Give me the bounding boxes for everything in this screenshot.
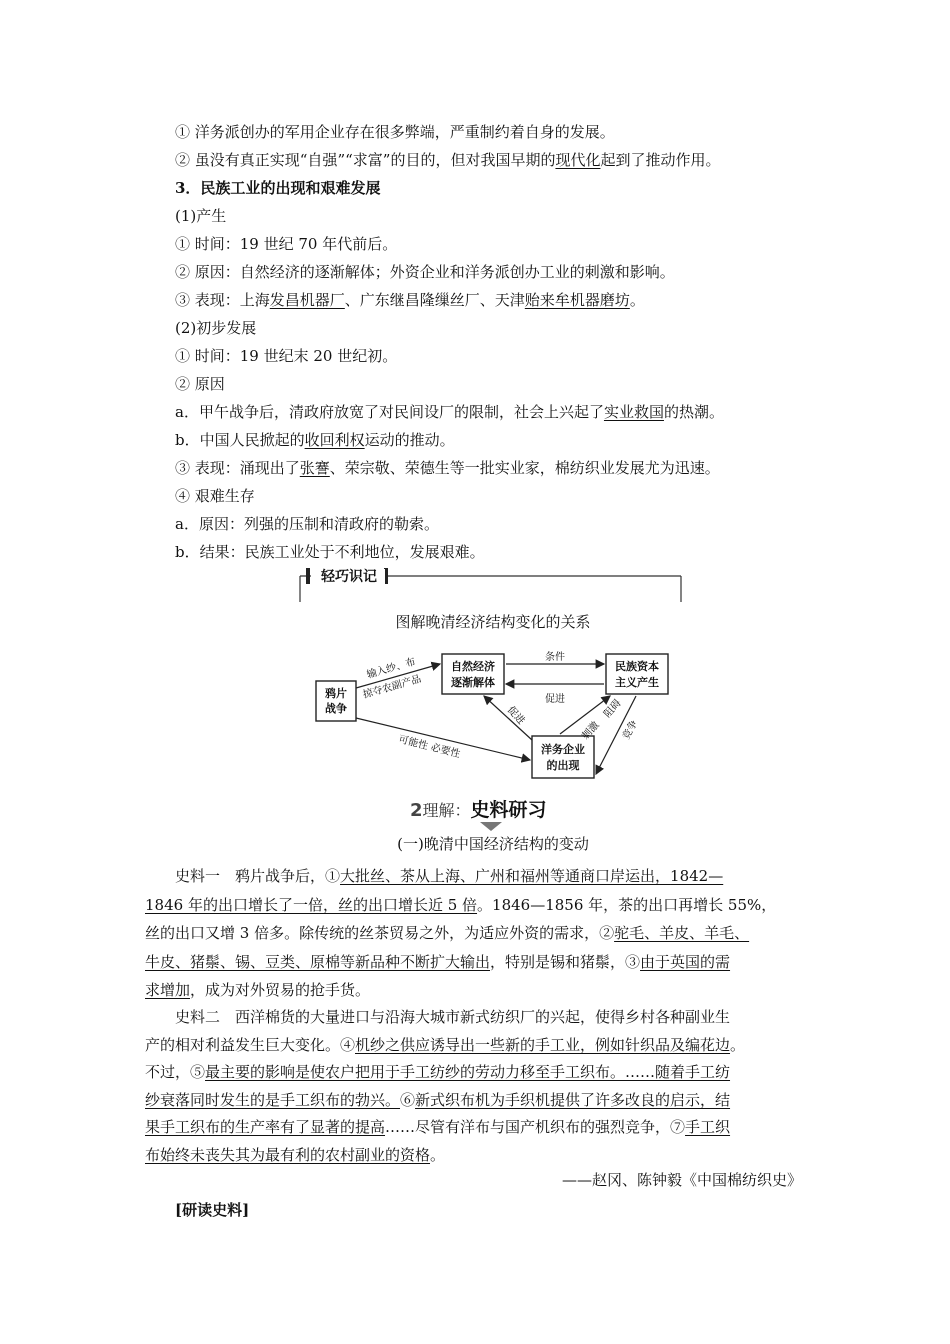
text-span: 史料二 西洋棉货的大量进口与沿海大城市新式纺织厂的兴起，使得乡村各种副业生 (175, 1008, 731, 1026)
text-span: 大批丝、茶从上海、广州和福州等通商口岸运出， (340, 867, 671, 885)
edge-label-promote-diagonal: 促进 (504, 704, 527, 727)
node-natural-economy-line2: 逐渐解体 (451, 676, 495, 689)
text-span: 果手工织布的生产率有了显著的提高 (145, 1118, 386, 1136)
m1-line (145, 952, 730, 972)
text-span: 新式织布机为手织机提供了许多改良的启示，结 (415, 1090, 731, 1109)
text-line-14: ④ 艰难生存 (175, 487, 255, 505)
text-span: 1842— (670, 867, 724, 885)
m2-line (145, 1035, 745, 1055)
m2-line (145, 1145, 445, 1165)
text-line-7: ③ 表现：上海发昌机器厂、广东继昌隆缫丝厂、天津贻来牟机器磨坊。 (175, 291, 645, 309)
edge-label-stimulate: 刺激 (580, 719, 602, 743)
edge-label-import: 输入纱、布 (365, 656, 417, 681)
m1-line (145, 923, 749, 943)
m2-line (145, 1090, 730, 1110)
text-line-9: ① 时间：19 世纪末 20 世纪初。 (175, 347, 398, 365)
diagram-caption: 图解晚清经济结构变化的关系 (395, 613, 591, 631)
text-line-2: ② 虽没有真正实现“自强”“求富”的目的，但对我国早期的现代化起到了推动作用。 (175, 151, 721, 169)
m1-line (175, 866, 723, 886)
edge-label-plunder: 掠夺农副产品 (361, 673, 423, 701)
text-span: 。 (430, 1145, 446, 1164)
text-span: 机纱之供应诱导出一些新的手工业，例如针织品及编花边 (355, 1035, 731, 1054)
node-opium-war-line1: 鸦片 (325, 687, 347, 700)
text-line-4: (1)产生 (175, 207, 227, 225)
study-heading: [研读史料] (175, 1201, 250, 1219)
text-span: ，成为对外贸易的抢手货。 (190, 981, 371, 999)
section-triangle-icon (480, 822, 502, 832)
text-span: 驼毛、羊皮、羊毛、 (614, 924, 750, 942)
m2-line (175, 1007, 730, 1027)
text-line-8: (2)初步发展 (175, 319, 257, 337)
text-line-10: ② 原因 (175, 375, 225, 393)
m2-line (145, 1117, 730, 1137)
economy-relationship-diagram (310, 648, 680, 786)
material-source: ——赵冈、陈钟毅《中国棉纺织史》 (561, 1171, 802, 1189)
text-line-5: ① 时间：19 世纪 70 年代前后。 (175, 235, 398, 253)
section-prefix: 理解： (422, 801, 471, 820)
node-national-capitalism-line1: 民族资本 (615, 660, 659, 673)
text-span: 手工织 (685, 1118, 731, 1136)
text-span: 丝的出口又增 3 倍多。除传统的丝茶贸易之外，为适应外资的需求，② (145, 924, 615, 942)
text-line-15: a．原因：列强的压制和清政府的勒索。 (175, 515, 439, 533)
edge-label-compete: 竞争 (620, 718, 641, 742)
section-heading (410, 795, 547, 823)
text-span: ……尽管有洋布与国产机织布的强烈竞争，⑦ (385, 1118, 686, 1136)
text-span: 1846 年的出口增长了一倍，丝的出口增长近 5 倍 (145, 895, 478, 914)
text-span: 。 (730, 1035, 746, 1054)
text-line-11: a．甲午战争后，清政府放宽了对民间设厂的限制，社会上兴起了实业救国的热潮。 (175, 403, 724, 421)
node-westernization-line2: 的出现 (546, 759, 580, 772)
text-span: 布始终未丧失其为最有利的农村副业的资格 (145, 1145, 431, 1164)
text-span: 最主要的影响是使农户把用于手工纺纱的劳动力移至手工织布。……随着手工纺 (205, 1063, 731, 1081)
heading-national-industry: 3．民族工业的出现和艰难发展 (175, 179, 381, 197)
text-span: ，特别是锡和猪鬃，③ (490, 952, 641, 971)
text-span: 纱衰落同时发生的是手工织布的勃兴。 (145, 1090, 401, 1109)
subheading: (一)晚清中国经济结构的变动 (397, 835, 589, 853)
node-opium-war-line2: 战争 (325, 702, 347, 715)
edge-label-promote: 促进 (545, 694, 565, 705)
text-span: 产的相对利益发生巨大变化。④ (145, 1035, 356, 1054)
node-national-capitalism-line2: 主义产生 (615, 676, 659, 689)
tip-box-label: 轻巧识记 (313, 569, 385, 585)
section-title: 史料研习 (470, 799, 547, 821)
text-span: ⑥ (400, 1090, 416, 1109)
node-natural-economy-line1: 自然经济 (451, 660, 495, 673)
m2-line (145, 1062, 730, 1082)
edge-label-condition: 条件 (545, 652, 565, 663)
text-line-6: ② 原因：自然经济的逐渐解体；外资企业和洋务派创办工业的刺激和影响。 (175, 263, 675, 281)
text-line-1: ① 洋务派创办的军用企业存在很多弊端，严重制约着自身的发展。 (175, 123, 615, 141)
text-span: 由于英国的需 (640, 952, 731, 971)
text-span: 牛皮、猪鬃、锡、豆类、原棉等新品种不断扩大输出 (145, 952, 491, 971)
text-span: 。1846—1856 年，茶的出口再增长 55%， (477, 895, 777, 914)
text-line-12: b．中国人民掀起的收回利权运动的推动。 (175, 431, 455, 449)
text-line-13: ③ 表现：涌现出了张謇、荣宗敬、荣德生等一批实业家，棉纺织业发展尤为迅速。 (175, 459, 720, 477)
section-number: 2 (410, 800, 423, 821)
edge-label-possibility: 可能性 必要性 (397, 734, 462, 761)
m1-line (145, 895, 776, 915)
edge-label-obstruct: 阻碍 (602, 697, 624, 721)
text-span: 史料一 鸦片战争后，① (175, 867, 341, 885)
text-span: 求增加 (145, 981, 191, 999)
node-westernization-line1: 洋务企业 (541, 743, 585, 756)
text-span: 不过，⑤ (145, 1063, 206, 1081)
text-line-16: b．结果：民族工业处于不利地位，发展艰难。 (175, 543, 485, 561)
m1-line (145, 980, 370, 1000)
